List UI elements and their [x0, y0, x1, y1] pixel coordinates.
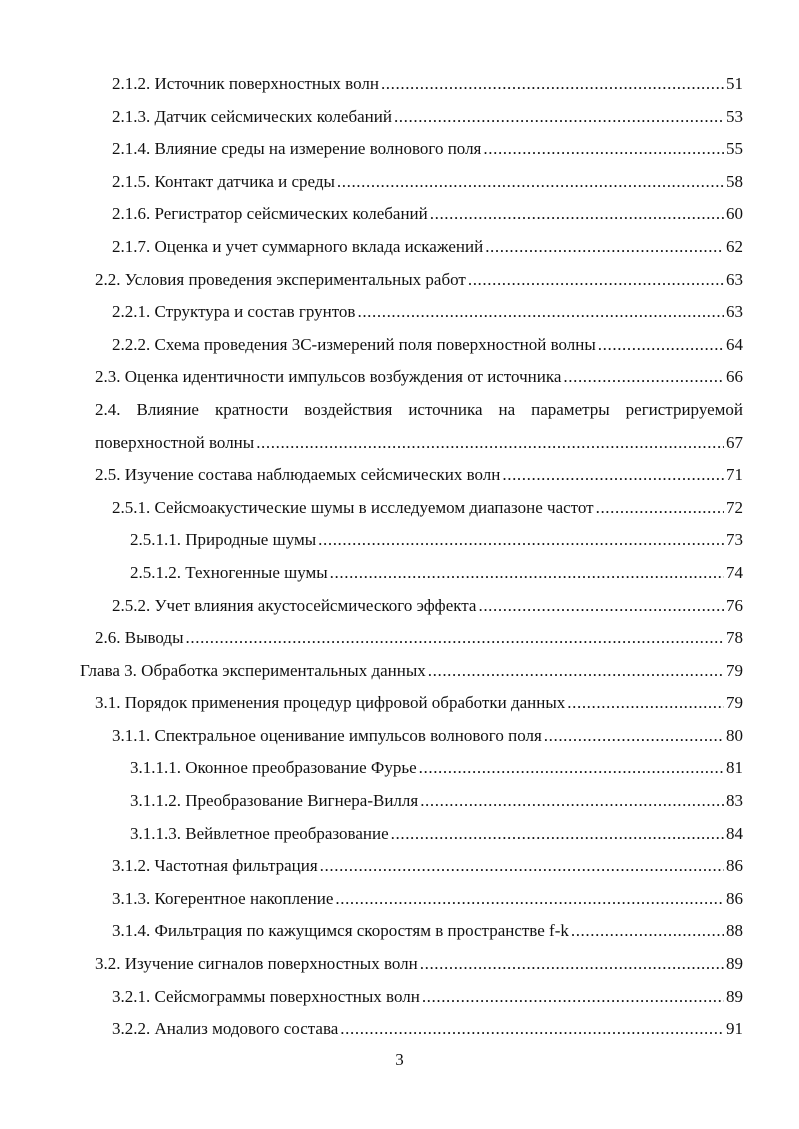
toc-entry-title: 3.1.1.3. Вейвлетное преобразование: [130, 823, 389, 843]
toc-entry-page: 66: [726, 367, 743, 387]
toc-entry-page: 73: [726, 530, 743, 550]
toc-entry-page: 83: [726, 791, 743, 811]
toc-entry-title: 2.5.1. Сейсмоакустические шумы в исследуемом диапазоне частот: [112, 497, 594, 517]
dot-leader: [468, 264, 724, 297]
dot-leader: [381, 68, 724, 101]
toc-entry-title: Глава 3. Обработка экспериментальных данных: [80, 660, 426, 680]
toc-entry-title: 3.1.2. Частотная фильтрация: [112, 856, 318, 876]
dot-leader: [422, 981, 724, 1014]
dot-leader: [563, 361, 724, 394]
dot-leader: [391, 818, 724, 851]
toc-entry-page: 55: [726, 139, 743, 159]
dot-leader: [598, 329, 724, 362]
toc-entry-page: 63: [726, 269, 743, 289]
toc-entry: [0, 524, 799, 557]
toc-entry: [0, 68, 799, 101]
toc-entry: [0, 101, 799, 134]
toc-entry-page: 88: [726, 921, 743, 941]
toc-entry-page: 86: [726, 888, 743, 908]
toc-entry-title: 2.2.1. Структура и состав грунтов: [112, 302, 356, 322]
toc-entry: [0, 329, 799, 362]
toc-entry-page: 67: [726, 432, 743, 452]
toc-entry: [0, 231, 799, 264]
toc-entry: [0, 166, 799, 199]
toc-entry-title: 2.5. Изучение состава наблюдаемых сейсмических волн: [95, 465, 501, 485]
toc-entry-title: 3.1.1.1. Оконное преобразование Фурье: [130, 758, 417, 778]
toc-entry-title: 2.1.4. Влияние среды на измерение волнового поля: [112, 139, 482, 159]
toc-entry-page: 79: [726, 660, 743, 680]
toc-entry-title: 2.1.2. Источник поверхностных волн: [112, 74, 379, 93]
dot-leader: [318, 524, 724, 557]
page-number: 3: [395, 1050, 404, 1069]
toc-entry-title: 3.1.1. Спектральное оценивание импульсов волнового поля: [112, 725, 542, 745]
toc-entry-title: 3.2.2. Анализ модового состава: [112, 1019, 339, 1039]
dot-leader: [340, 1013, 724, 1046]
toc-entry-first-line: [0, 394, 799, 427]
toc-entry-page: 51: [726, 74, 743, 93]
toc-entry-title: 2.3. Оценка идентичности импульсов возбуждения от источника: [95, 367, 562, 387]
toc-entry-page: 79: [726, 693, 743, 713]
toc-entry-title: 2.1.5. Контакт датчика и среды: [112, 171, 335, 191]
toc-entry-page: 78: [726, 628, 743, 648]
toc-entry-title: 3.1.3. Когерентное накопление: [112, 888, 334, 908]
toc-entry-page: 81: [726, 758, 743, 778]
toc-entry-title: 2.4. Влияние кратности воздействия источника на параметры регистрируемой: [95, 399, 743, 419]
toc-entry-page: 58: [726, 171, 743, 191]
toc-entry: [0, 133, 799, 166]
toc-entry-page: 53: [726, 106, 743, 126]
toc-entry: [0, 687, 799, 720]
dot-leader: [320, 850, 724, 883]
toc-entry-title: 2.1.6. Регистратор сейсмических колебаний: [112, 204, 428, 224]
toc-entry-page: 91: [726, 1019, 743, 1039]
toc-entry: [0, 492, 799, 525]
toc-entry: [0, 459, 799, 492]
toc-entry-title: 2.5.2. Учет влияния акустосейсмического эффекта: [112, 595, 477, 615]
toc-entry: [0, 361, 799, 394]
toc-entry-title: 3.1.1.2. Преобразование Вигнера-Вилля: [130, 791, 419, 811]
dot-leader: [335, 883, 724, 916]
toc-entry-title: 3.1. Порядок применения процедур цифровой обработки данных: [95, 693, 566, 713]
table-of-contents: [0, 68, 799, 1046]
toc-entry-title: 2.6. Выводы: [95, 628, 184, 648]
toc-entry: [0, 198, 799, 231]
toc-entry-title: 2.5.1.1. Природные шумы: [130, 530, 317, 550]
toc-entry-page: 86: [726, 856, 743, 876]
toc-entry-title: 2.1.7. Оценка и учет суммарного вклада искажений: [112, 236, 484, 256]
toc-entry: [0, 752, 799, 785]
toc-entry: [0, 720, 799, 753]
dot-leader: [186, 622, 724, 655]
toc-entry: [0, 981, 799, 1014]
toc-entry-title: 2.5.1.2. Техногенные шумы: [130, 562, 328, 582]
toc-entry: [0, 590, 799, 623]
toc-entry-page: 80: [726, 725, 743, 745]
toc-entry: [0, 915, 799, 948]
dot-leader: [337, 166, 724, 199]
toc-entry: [0, 785, 799, 818]
dot-leader: [485, 231, 724, 264]
dot-leader: [394, 101, 724, 134]
toc-entry: [0, 1013, 799, 1046]
toc-entry-page: 89: [726, 986, 743, 1006]
toc-entry-title: 3.2. Изучение сигналов поверхностных волн: [95, 954, 418, 974]
dot-leader: [420, 948, 724, 981]
toc-entry-page: 64: [726, 334, 743, 354]
toc-entry-title: 2.2. Условия проведения экспериментальных работ: [95, 269, 466, 289]
toc-entry-title: 3.2.1. Сейсмограммы поверхностных волн: [112, 986, 420, 1006]
toc-entry: [0, 948, 799, 981]
toc-entry-title-continued: поверхностной волны: [95, 432, 255, 452]
dot-leader: [357, 296, 724, 329]
dot-leader: [330, 557, 724, 590]
toc-entry-page: 62: [726, 236, 743, 256]
toc-entry-page: 63: [726, 302, 743, 322]
toc-entry-title: 3.1.4. Фильтрация по кажущимся скоростям в пространстве f-k: [112, 921, 569, 941]
toc-entry-continued: [0, 427, 799, 460]
dot-leader: [483, 133, 724, 166]
toc-entry-page: 71: [726, 465, 743, 485]
toc-entry-page: 60: [726, 204, 743, 224]
dot-leader: [256, 427, 724, 460]
dot-leader: [419, 752, 724, 785]
toc-entry-page: 72: [726, 497, 743, 517]
dot-leader: [478, 590, 724, 623]
toc-entry: [0, 264, 799, 297]
toc-entry-page: 84: [726, 823, 743, 843]
toc-entry: [0, 883, 799, 916]
dot-leader: [428, 655, 724, 688]
toc-entry: [0, 296, 799, 329]
toc-entry-title: 2.2.2. Схема проведения 3С-измерений поля поверхностной волны: [112, 334, 596, 354]
toc-entry-chapter: [0, 655, 799, 688]
dot-leader: [544, 720, 724, 753]
toc-entry: [0, 622, 799, 655]
toc-entry: [0, 818, 799, 851]
dot-leader: [430, 198, 724, 231]
dot-leader: [420, 785, 724, 818]
dot-leader: [567, 687, 724, 720]
toc-entry-page: 74: [726, 562, 743, 582]
dot-leader: [571, 915, 724, 948]
toc-entry-page: 89: [726, 954, 743, 974]
toc-entry-page: 76: [726, 595, 743, 615]
dot-leader: [502, 459, 724, 492]
toc-entry: [0, 557, 799, 590]
toc-entry: [0, 850, 799, 883]
toc-entry-title: 2.1.3. Датчик сейсмических колебаний: [112, 106, 392, 126]
dot-leader: [596, 492, 724, 525]
